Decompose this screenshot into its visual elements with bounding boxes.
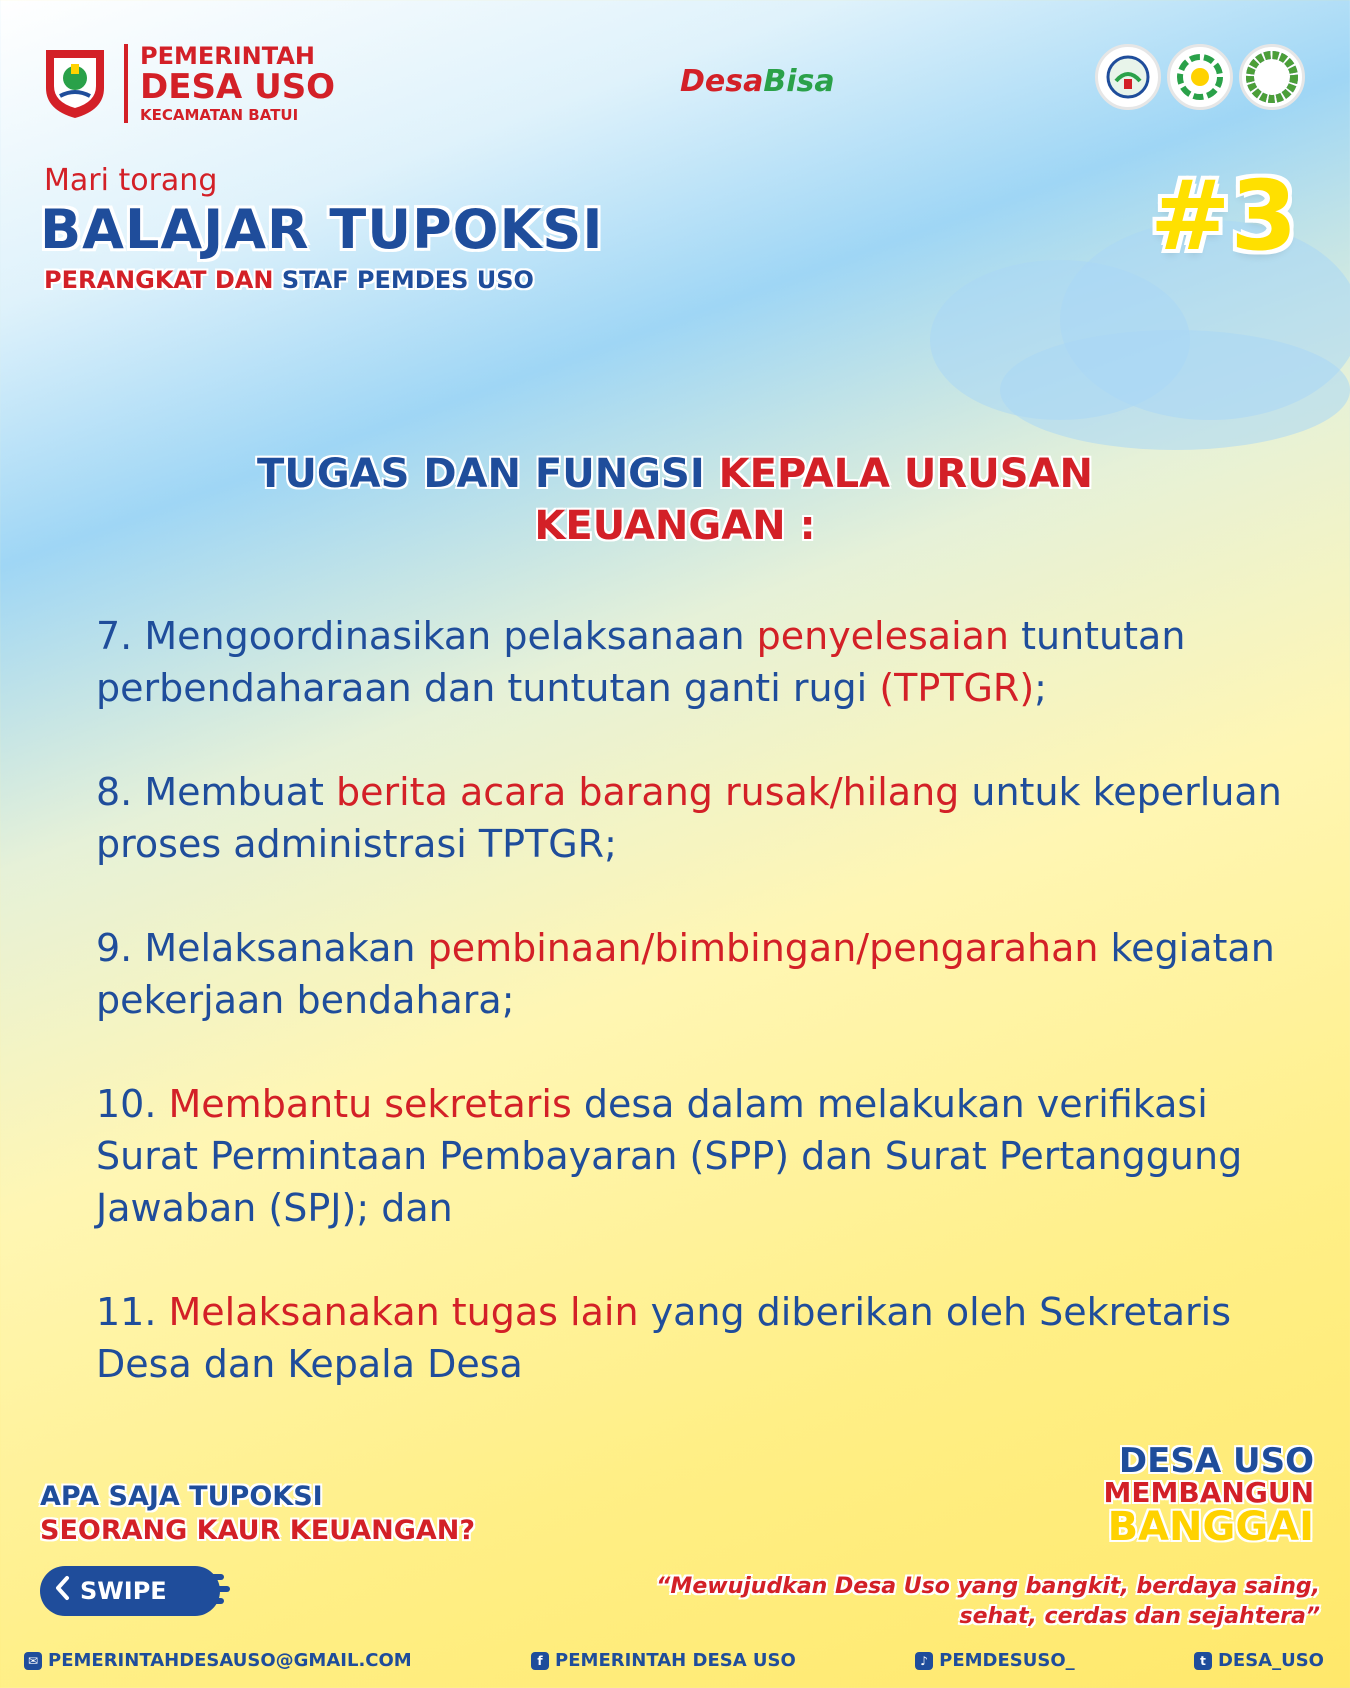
list-item: 8. Membuat berita acara barang rusak/hilang untuk keperluan proses administrasi TPTGR; [96, 770, 1282, 866]
contact-facebook[interactable]: f PEMERINTAH DESA USO [531, 1650, 796, 1671]
duty-list [96, 610, 1286, 1442]
village-emblem-icon [42, 44, 108, 120]
facebook-icon: f [531, 1652, 549, 1670]
page-subtitle [44, 266, 534, 294]
brand-line-2: DESA USO [140, 67, 336, 107]
heading-red-2: KEUANGAN : [534, 503, 816, 549]
slogan-block [1103, 1441, 1314, 1551]
question-line-1: APA SAJA TUPOKSI [40, 1481, 323, 1512]
desa-bisa-logo [680, 64, 835, 99]
subtitle-red: PERANGKAT DAN [44, 266, 274, 294]
slogan-line-1: DESA USO [1118, 1441, 1314, 1481]
intro-text: Mari torang [44, 163, 218, 198]
contact-bar [24, 1650, 1324, 1671]
list-item: 7. Mengoordinasikan pelaksanaan penyelesaian tuntutan perbendaharaan dan tuntutan ganti rugi (TPTGR); [96, 614, 1186, 710]
series-number: #3 [1150, 160, 1298, 272]
list-item: 11. Melaksanakan tugas lain yang diberikan oleh Sekretaris Desa dan Kepala Desa [96, 1290, 1232, 1386]
list-item: 9. Melaksanakan pembinaan/bimbingan/pengarahan kegiatan pekerjaan bendahara; [96, 926, 1275, 1022]
brand-block [124, 44, 335, 123]
vision-quote [656, 1572, 1320, 1632]
slogan-line-2: MEMBANGUN [1103, 1475, 1314, 1509]
cloud-decoration [1000, 330, 1350, 450]
chevron-left-icon [54, 1575, 70, 1607]
subtitle-blue: STAF PEMDES USO [281, 266, 534, 294]
swipe-button[interactable] [40, 1566, 220, 1616]
list-item: 10. Membantu sekretaris desa dalam melakukan verifikasi Surat Permintaan Pembayaran (SPP) dan Surat Pertanggung Jawaban (SPJ); dan [96, 1082, 1243, 1230]
ministry-seal-icon [1095, 44, 1161, 110]
contact-tiktok[interactable]: ♪ PEMDESUSO_ [915, 1650, 1074, 1671]
heading-blue: TUGAS DAN FUNGSI [257, 451, 705, 497]
desa-bisa-logo-b: Bisa [763, 64, 835, 99]
quote-line-2: sehat, cerdas dan sejahtera” [959, 1604, 1320, 1629]
swipe-lines-icon [200, 1574, 230, 1610]
partner-badges [1095, 44, 1305, 110]
twitter-icon: t [1194, 1652, 1212, 1670]
contact-email[interactable]: ✉ PEMERINTAHDESAUSO@GMAIL.COM [24, 1650, 412, 1671]
quote-line-1: “Mewujudkan Desa Uso yang bangkit, berdaya saing, [656, 1574, 1320, 1599]
tiktok-icon: ♪ [915, 1652, 933, 1670]
sdgs-wheel-icon [1239, 44, 1305, 110]
heading-red-1: KEPALA URUSAN [718, 451, 1093, 497]
desa-cerdas-icon [1167, 44, 1233, 110]
swipe-label: SWIPE [80, 1577, 167, 1605]
page-title: BALAJAR TUPOKSI [40, 198, 604, 261]
mail-icon: ✉ [24, 1652, 42, 1670]
slogan-line-3: BANGGAI [1107, 1504, 1314, 1551]
section-heading [0, 448, 1350, 552]
contact-twitter[interactable]: t DESA_USO [1194, 1650, 1324, 1671]
question-block [40, 1480, 475, 1548]
brand-line-3: KECAMATAN BATUI [140, 106, 299, 124]
brand-line-1: PEMERINTAH [140, 42, 315, 70]
desa-bisa-logo-a: Desa [680, 64, 764, 99]
question-line-2: SEORANG KAUR KEUANGAN? [40, 1515, 476, 1546]
